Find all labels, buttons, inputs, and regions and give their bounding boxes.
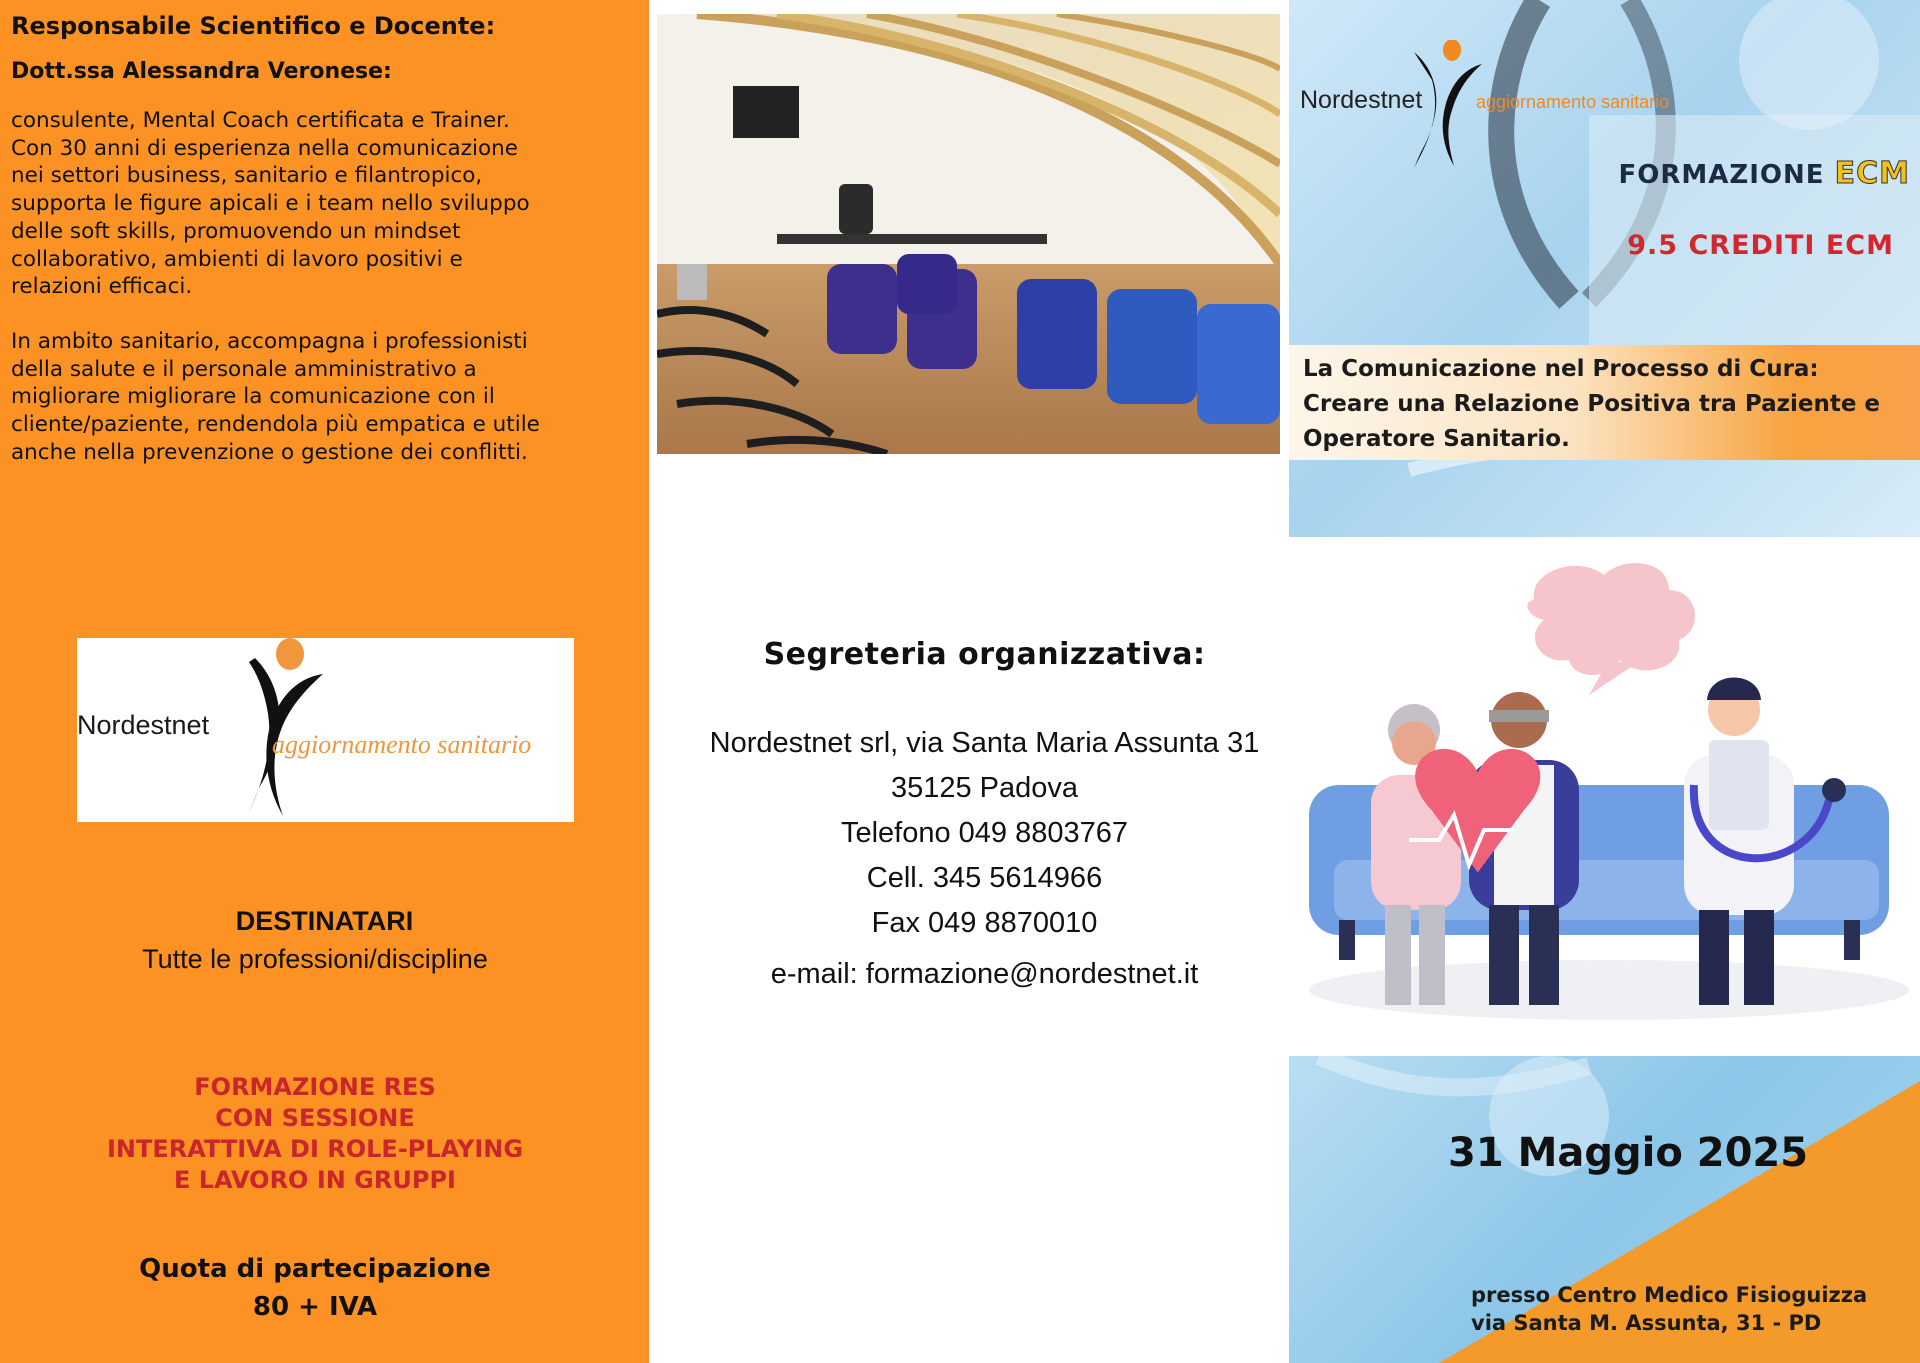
mobile-line: Cell. 345 5614966 [866, 862, 1103, 894]
address-line: 35125 Padova [890, 772, 1079, 804]
fee-value: 80 + IVA [252, 1292, 378, 1322]
ecm-badge: ECM [1834, 156, 1910, 191]
address-line: Nordestnet srl, via Santa Maria Assunta 31 [709, 727, 1260, 759]
event-date: 31 Maggio 2025 [1448, 1130, 1809, 1176]
course-title: La Comunicazione nel Processo di Cura: Creare una Relazione Positiva tra Paziente e Operatore Sanitario. [1303, 356, 1881, 452]
responsible-name: Dott.ssa Alessandra Veronese: [11, 59, 392, 84]
responsible-title: Responsabile Scientifico e Docente: [11, 12, 496, 40]
format-line: CON SESSIONE [215, 1104, 415, 1132]
nordestnet-logo [77, 638, 574, 822]
format-line: INTERATTIVA DI ROLE-PLAYING [106, 1135, 524, 1163]
patient-doctor-illustration [1289, 560, 1920, 1030]
classroom-photo [657, 14, 1280, 454]
format-line: E LAVORO IN GRUPPI [174, 1166, 456, 1194]
training-format [0, 1072, 630, 1196]
secretariat-address [657, 721, 1312, 946]
fee-title: Quota di partecipazione [139, 1254, 491, 1284]
recipients-text: Tutte le professioni/discipline [142, 944, 488, 974]
logo-tagline: aggiornamento sanitario [272, 730, 532, 759]
logo-wordmark: Nordestnet [77, 710, 210, 740]
course-title-band [1289, 345, 1920, 460]
fax-line: Fax 049 8870010 [871, 907, 1098, 939]
event-venue: presso Centro Medico Fisioguizza via Santa M. Assunta, 31 - PD [1471, 1283, 1868, 1335]
training-label [1619, 156, 1910, 191]
recipients-title: DESTINATARI [235, 906, 414, 936]
bio-text [11, 107, 636, 466]
email-line: e-mail: formazione@nordestnet.it [770, 958, 1199, 990]
bio-paragraph: consulente, Mental Coach certificata e Trainer. Con 30 anni di esperienza nella comunicazione nei settori business, sanitario e filantropico, supporta le figure apicali e i team nello sviluppo delle soft skills, promuovendo un mindset collaborativo, ambienti di lavoro positivi e relazioni efficaci. [11, 108, 530, 300]
fee-block [0, 1250, 630, 1326]
logo-tagline: aggiornamento sanitario [1476, 92, 1670, 112]
left-panel [0, 0, 649, 1363]
training-word: FORMAZIONE [1618, 160, 1825, 190]
secretariat-title: Segreteria organizzativa: [763, 637, 1206, 672]
phone-line: Telefono 049 8803767 [840, 817, 1129, 849]
logo-wordmark: Nordestnet [1300, 86, 1423, 114]
format-line: FORMAZIONE RES [194, 1073, 436, 1101]
bio-paragraph: In ambito sanitario, accompagna i professionisti della salute e il personale amministrativo a migliorare migliorare la comunicazione con il cliente/paziente, rendendola più empatica e utile anche nella prevenzione o gestione dei conflitti. [11, 328, 540, 465]
ecm-credits: 9.5 CREDITI ECM [1627, 230, 1894, 261]
